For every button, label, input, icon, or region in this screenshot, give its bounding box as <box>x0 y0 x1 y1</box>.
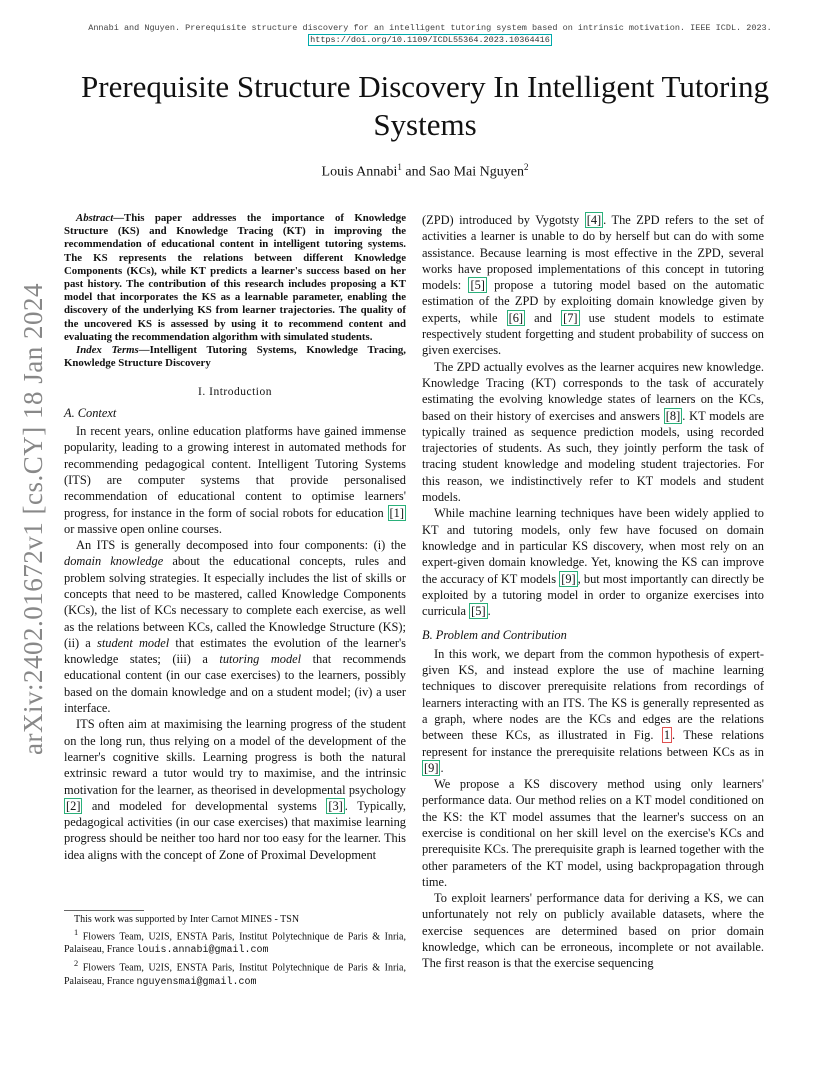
affiliation-footnote-1 <box>64 926 406 957</box>
header-note-text: Annabi and Nguyen. Prerequisite structure discovery for an intelligent tutoring system based on intrinsic motivation. IEEE ICDL. 2023. <box>88 23 772 33</box>
text-span: that estimates the evolution of the learner's knowledge states; (iii) a <box>64 635 407 667</box>
emphasis-text: tutoring model <box>219 652 302 667</box>
citation-link[interactable]: [5] <box>470 278 485 293</box>
email-address: louis.annabi@gmail.com <box>136 945 269 957</box>
text-span: Flowers Team, U2IS, ENSTA Paris, Institut Polytechnique de Paris & Inria, Palaiseau, France <box>64 962 406 987</box>
paragraph-context-2 <box>64 537 406 716</box>
funding-note: This work was supported by Inter Carnot MINES - TSN <box>74 914 300 925</box>
text-span: In this work, we depart from the common hypothesis of expert-given KS, and instead explore the use of machine learning techniques to discover prerequisite relations from recordings of learners interacting with an ITS. The KS is generally represented as a graph, where nodes are the KCs and edges are the relations between these KCs, as illustrated in Fig. <box>422 646 764 743</box>
text-span: that recommends educational content (in our case exercises) to the learners, possibly based on the domain knowledge and on a student model; (iv) a user interface. <box>64 652 407 716</box>
text-span: , but most importantly can directly be exploited by a tutoring model in order to organize exercises into curricula <box>422 571 764 619</box>
text-span: and <box>525 310 562 325</box>
footnote-mark: 2 <box>74 959 79 969</box>
author-1: Louis Annabi <box>321 164 398 180</box>
citation-link[interactable]: [7] <box>563 310 578 325</box>
subsection-heading-context: A. Context <box>64 405 117 420</box>
author-line <box>80 162 770 181</box>
text-span: . KT models are typically trained as sequence prediction models, using recorded trajectories of students. As such, they jointly perform the task of tracing student knowledge and modeling student trajectories. For this reason, we indistinctively refer to KT models and student models. <box>422 408 764 505</box>
email-address: nguyensmai@gmail.com <box>136 976 257 988</box>
citation-link[interactable]: [3] <box>328 798 343 813</box>
paragraph-context-1 <box>64 423 406 537</box>
abstract <box>64 212 406 344</box>
affiliation-footnote-2 <box>64 957 406 988</box>
emphasis-text: student model <box>97 635 170 650</box>
paragraph-zpd-3 <box>422 505 764 619</box>
text-span: propose a tutoring model based on the automatic estimation of the ZPD by exploiting domain knowledge given by experts, while <box>422 278 764 325</box>
text-span: . <box>487 604 491 619</box>
text-span: . Typically, pedagogical activities (in our case exercises) that maximise learning progress should be neither too hard nor too easy for the learner. This idea aligns with the concept of Zone of Proximal Development <box>64 798 406 862</box>
paragraph-problem-1 <box>422 646 764 776</box>
abstract-label: Abstract <box>76 212 114 224</box>
citation-link[interactable]: [9] <box>561 571 576 586</box>
text-span: While machine learning techniques have been widely applied to KT and tutoring models, only few have focused on domain knowledge and in particular KS discovery, when most rely on an expert-given domain knowledge. Yet, knowing the KS can improve the accuracy of KT models <box>422 506 764 586</box>
index-terms-text: —Intelligent Tutoring Systems, Knowledge Tracing, Knowledge Structure Discovery <box>64 344 406 370</box>
citation-link[interactable]: [2] <box>66 798 81 813</box>
text-span: use student models to estimate respectively student forgetting and student probability of success on given exercises. <box>422 310 764 358</box>
text-span: about the educational concepts, rules and problem solving strategies. It especially includes the list of skills or concepts that need to be mastered, called Knowledge Components (KCs), the list of KCs necessary to complete each exercise, as well as the relations between KCs, called the Knowledge Structure (KS); (ii) a <box>64 554 406 650</box>
text-span: or massive open online courses. <box>64 521 222 536</box>
doi-link[interactable]: https://doi.org/10.1109/ICDL55364.2023.10364416 <box>310 35 550 45</box>
subsection-heading-problem: B. Problem and Contribution <box>422 628 567 643</box>
left-column <box>64 212 406 863</box>
text-span: Flowers Team, U2IS, ENSTA Paris, Institut Polytechnique de Paris & Inria, Palaiseau, France <box>64 931 406 956</box>
figure-reference-link[interactable]: 1 <box>663 728 671 743</box>
paragraph-problem-3: To exploit learners' performance data for deriving a KS, we can unfortunately not rely on publicly available datasets, where the exercise sequences are determined based on prior domain knowledge, which can be erroneous, incomplete or not available. The first reason is that the exercise sequencing <box>422 891 764 971</box>
paragraph-zpd-2 <box>422 359 764 506</box>
text-span: The ZPD actually evolves as the learner acquires new knowledge. Knowledge Tracing (KT) corresponds to the task of accurately estimating the evolving knowledge states of learners on the KCs, based on their history of exercises and answers <box>422 359 764 423</box>
section-heading-introduction: I. Introduction <box>198 386 272 399</box>
footnote-rule <box>64 910 144 911</box>
author-2: Sao Mai Nguyen <box>429 164 524 180</box>
footnotes <box>64 910 406 989</box>
emphasis-text: domain knowledge <box>64 554 164 569</box>
index-terms-label: Index Terms <box>76 344 139 357</box>
paragraph-problem-2: We propose a KS discovery method using only learners' performance data. Our method relies on a KT model conditioned on the KS: the KT model assumes that the learner's success on an exercise is conditional on her skill level on the exercise's KCs and prerequisite KCs. The prerequisite graph is learned together with the other parameters of the KT model, using backpropagation through time. <box>422 777 764 889</box>
citation-link[interactable]: [1] <box>389 505 404 520</box>
paragraph-zpd-1 <box>422 212 764 359</box>
text-span: and modeled for developmental systems <box>82 798 327 813</box>
text-span: . The ZPD refers to the set of activities a learner is unable to do by herself but can do with some assistance. Because learning is most effective in the ZPD, several works have proposed implementations of this concept in tutoring models: <box>422 213 764 293</box>
text-span: . These relations represent for instance the prerequisite relations between KCs as in <box>422 728 764 759</box>
citation-link[interactable]: [9] <box>424 760 439 775</box>
text-span: ITS often aim at maximising the learning progress of the student on the long run, thus relying on a model of the development of the learner's cognitive skills. Learning progress is both the natural extrinsic reward a tutor would try to maximise, and the intrinsic motivation for the learner, as theorised in developmental psychology <box>64 717 406 797</box>
author-conjunction: and <box>401 164 430 180</box>
text-span: In recent years, online education platforms have gained immense popularity, leading to a growing interest in automated methods for recommending pedagogical content. Intelligent Tutoring Systems (ITS) are computer systems that provide personalised recommendation of educational content to optimise learners' progress, for instance in the form of social robots for education <box>64 424 406 520</box>
paper-title: Prerequisite Structure Discovery In Intelligent Tutoring Systems <box>81 69 769 142</box>
paragraph-context-3 <box>64 716 406 863</box>
right-column <box>422 212 764 972</box>
header-citation-note <box>60 22 800 46</box>
footnote-mark: 1 <box>74 928 79 937</box>
citation-link[interactable]: [6] <box>508 310 524 325</box>
text-span: An ITS is generally decomposed into four components: (i) the <box>76 538 406 553</box>
author-1-affiliation-mark: 1 <box>397 162 402 172</box>
citation-link[interactable]: [8] <box>665 408 681 423</box>
citation-link[interactable]: [5] <box>471 604 486 619</box>
index-terms <box>64 344 406 370</box>
text-span: . <box>440 760 444 775</box>
citation-link[interactable]: [4] <box>586 213 602 227</box>
abstract-text: —This paper addresses the importance of Knowledge Structure (KS) and Knowledge Tracing (KT) in improving the recommendation of educational content in intelligent tutoring systems. The KS represents the relations between different Knowledge Components (KCs), while KT predicts a learner's success based on her past history. The contribution of this research includes proposing a KT model that incorporates the KS as a learnable parameter, enabling the discovery of the underlying KS from learner trajectories. The quality of the uncovered KS is assessed by using it to recommend content and evaluating the recommendation algorithm with simulated students. <box>64 212 406 343</box>
author-2-affiliation-mark: 2 <box>523 162 529 172</box>
text-span: (ZPD) introduced by Vygotsty <box>422 213 585 227</box>
arxiv-identifier: arXiv:2402.01672v1 [cs.CY] 18 Jan 2024 <box>18 283 48 755</box>
